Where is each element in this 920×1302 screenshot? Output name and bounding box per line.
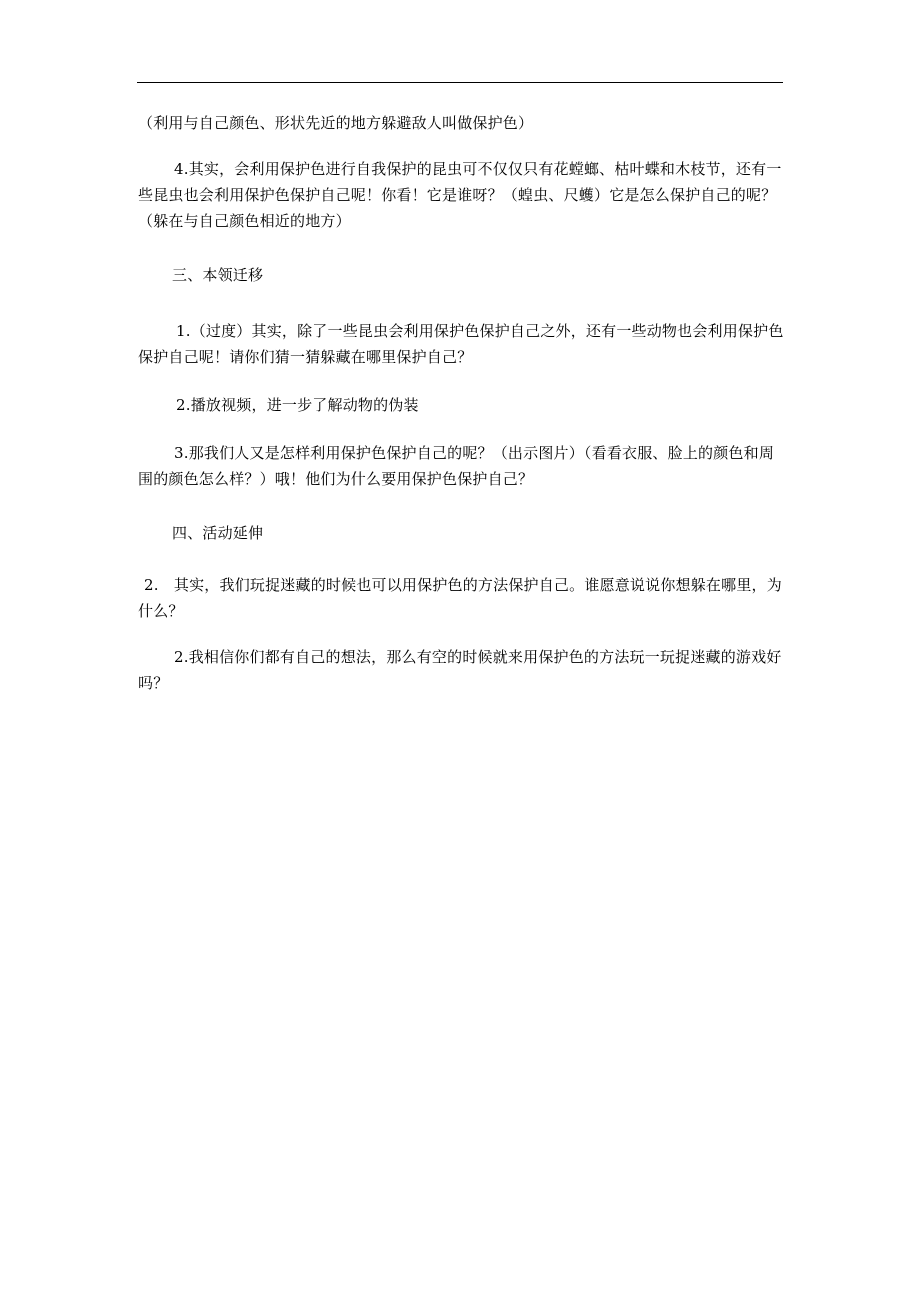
paragraph-play-video: 2.播放视频，进一步了解动物的伪装 [176,396,419,414]
section-heading-skill-transfer: 三、本领迁移 [172,266,264,284]
document-body [138,110,786,696]
paragraph-people-protective-color: 3.那我们人又是怎样利用保护色保护自己的呢？（出示图片）（看看衣服、脸上的颜色和周围的颜色怎么样？）哦！他们为什么要用保护色保护自己？ [138,444,775,488]
section-heading-activity-extension: 四、活动延伸 [172,524,264,542]
paragraph-protective-color-definition: （利用与自己颜色、形状先近的地方躲避敌人叫做保护色） [138,114,534,132]
header-rule [137,82,783,83]
paragraph-hide-and-seek: 2. 其实，我们玩捉迷藏的时候也可以用保护色的方法保护自己。谁愿意说说你想躲在哪里，为什么？ [138,576,782,620]
paragraph-animals-hide: 1.（过度）其实，除了一些昆虫会利用保护色保护自己之外，还有一些动物也会利用保护色保护自己呢！请你们猜一猜躲藏在哪里保护自己？ [138,322,784,366]
paragraph-insects-protective-color: 4.其实，会利用保护色进行自我保护的昆虫可不仅仅只有花螳螂、枯叶蝶和木枝节，还有一些昆虫也会利用保护色保护自己呢！你看！它是谁呀？（蝗虫、尺蠖）它是怎么保护自己的呢？（躲在与自己颜色相近的地方） [138,160,782,230]
paragraph-closing-question: 2.我相信你们都有自己的想法，那么有空的时候就来用保护色的方法玩一玩捉迷藏的游戏好吗？ [138,648,782,692]
